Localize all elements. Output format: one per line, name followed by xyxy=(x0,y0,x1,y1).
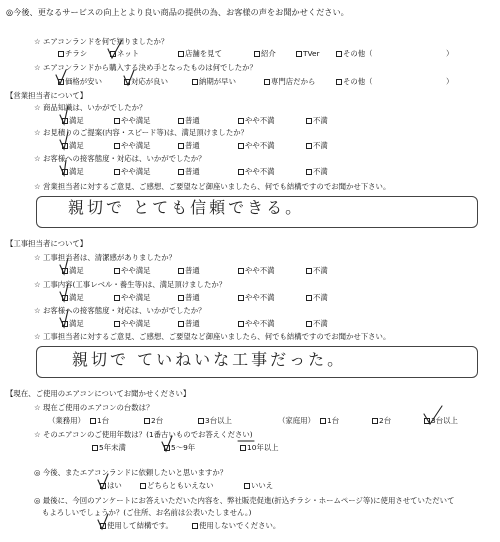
q11-business-1[interactable]: 1台 xyxy=(90,417,109,424)
q4-option-unsatisfied[interactable]: 不満 xyxy=(306,142,328,149)
q14-option-allow[interactable]: 使用して結構です。 xyxy=(100,522,173,529)
q5-option-satisfied[interactable]: 満足 xyxy=(62,168,84,175)
q8-text: ☆ 工事内容(工事レベル・養生等)は、満足頂けましたか？ xyxy=(34,280,227,289)
q3-option-satisfied[interactable]: 満足 xyxy=(62,117,84,124)
q11-household-3plus[interactable]: 3台以上 xyxy=(424,417,458,424)
check-q3-satisfied xyxy=(60,106,68,124)
check-q11-household-3plus xyxy=(424,406,442,424)
q12-text: ☆ そのエアコンのご使用年数は？(1番古いものでお答えください) xyxy=(34,430,253,439)
q8-option-somewhat-unsatisfied[interactable]: やや不満 xyxy=(238,294,275,301)
q4-text: ☆ お見積りのご提案(内容・スピード等)は、満足頂けましたか？ xyxy=(34,128,248,137)
check-q7-satisfied xyxy=(60,258,68,274)
q12-option-under5[interactable]: 5年未満 xyxy=(92,444,126,451)
q8-option-neutral[interactable]: 普通 xyxy=(178,294,200,301)
q4-option-somewhat-unsatisfied[interactable]: やや不満 xyxy=(238,142,275,149)
q5-option-somewhat-satisfied[interactable]: やや満足 xyxy=(114,168,151,175)
q1-option-other-close: ） xyxy=(446,49,454,58)
q1-option-other[interactable]: その他（ xyxy=(336,50,373,57)
q3-option-unsatisfied[interactable]: 不満 xyxy=(306,117,328,124)
q2-option-specialist[interactable]: 専門店だから xyxy=(264,78,315,85)
q5-option-neutral[interactable]: 普通 xyxy=(178,168,200,175)
q11-household-label: （家庭用） xyxy=(278,416,315,425)
current-section-title: 【現在、ご使用のエアコンについてお聞かせください】 xyxy=(6,389,191,398)
q4-option-somewhat-satisfied[interactable]: やや満足 xyxy=(114,142,151,149)
q2-option-delivery[interactable]: 納期が早い xyxy=(192,78,236,85)
q5-option-somewhat-unsatisfied[interactable]: やや不満 xyxy=(238,168,275,175)
q4-option-satisfied[interactable]: 満足 xyxy=(62,142,84,149)
q7-option-satisfied[interactable]: 満足 xyxy=(62,267,84,274)
q9-option-somewhat-unsatisfied[interactable]: やや不満 xyxy=(238,320,275,327)
q7-text: ☆ 工事担当者は、清潔感がありましたか？ xyxy=(34,253,177,262)
q1-option-store[interactable]: 店舗を見て xyxy=(178,50,222,57)
q3-text: ☆ 商品知識は、いかがでしたか？ xyxy=(34,103,147,112)
q13-option-no[interactable]: いいえ xyxy=(244,482,273,489)
survey-header: ◎今後、更なるサービスの向上とより良い商品の提供の為、お客様の声をお聞かせください。 xyxy=(6,7,349,17)
check-q4-satisfied xyxy=(60,132,68,149)
q13-option-yes[interactable]: はい xyxy=(100,482,122,489)
q2-option-other[interactable]: その他（ xyxy=(336,78,373,85)
q8-option-satisfied[interactable]: 満足 xyxy=(62,294,84,301)
q14-text-line2: もよろしいでしょうか？(ご住所、お名前は公表いたしません。) xyxy=(42,508,252,517)
q2-option-other-close: ） xyxy=(446,77,454,86)
q6-text: ☆ 営業担当者に対するご意見、ご感想、ご要望など御座いましたら、何でも結構ですのでお聞かせ下さい。 xyxy=(34,182,391,191)
q13-text: ◎ 今後、またエアコンランドに依頼したいと思いますか？ xyxy=(34,468,228,477)
check-q9-satisfied xyxy=(60,310,68,327)
q10-text: ☆ 工事担当者に対するご意見、ご感想、ご要望など御座いましたら、何でも結構ですのでお聞かせ下さい。 xyxy=(34,332,391,341)
q11-household-2[interactable]: 2台 xyxy=(372,417,391,424)
q11-household-1[interactable]: 1台 xyxy=(320,417,339,424)
q3-option-neutral[interactable]: 普通 xyxy=(178,117,200,124)
check-q14-allow xyxy=(98,514,108,529)
q13-option-neutral[interactable]: どちらともいえない xyxy=(140,482,214,489)
q2-option-service[interactable]: 対応が良い xyxy=(124,78,168,85)
work-section-title: 【工事担当者について】 xyxy=(6,239,88,248)
q11-business-label: （業務用） xyxy=(48,416,85,425)
q12-option-10plus[interactable]: 10年以上 xyxy=(240,444,279,451)
check-q2-price xyxy=(56,70,66,84)
q14-text-line1: ◎ 最後に、今回のアンケートにお答えいただいた内容を、弊社販売促進(折込チラシ・ホームページ等)に使用させていただいて xyxy=(34,496,455,505)
q8-option-somewhat-satisfied[interactable]: やや満足 xyxy=(114,294,151,301)
q9-text: ☆ お客様への接客態度・対応は、いかがでしたか？ xyxy=(34,306,206,315)
q11-business-2[interactable]: 2台 xyxy=(144,417,163,424)
q4-option-neutral[interactable]: 普通 xyxy=(178,142,200,149)
q3-option-somewhat-unsatisfied[interactable]: やや不満 xyxy=(238,117,275,124)
q7-option-somewhat-satisfied[interactable]: やや満足 xyxy=(114,267,151,274)
q1-text: ☆ エアコンランドを何で知りましたか？ xyxy=(34,37,169,46)
q5-text: ☆ お客様への接客態度・対応は、いかがでしたか？ xyxy=(34,154,206,163)
check-q1-net xyxy=(108,40,122,58)
work-comment-handwriting: 親切で ていねいな工事だった。 xyxy=(72,350,347,369)
q1-option-referral[interactable]: 紹介 xyxy=(254,50,276,57)
q14-option-deny[interactable]: 使用しないでください。 xyxy=(192,522,280,529)
check-q12-5to9 xyxy=(162,436,172,451)
q2-text: ☆ エアコンランドから購入する決め手となったものは何でしたか？ xyxy=(34,63,257,72)
q1-option-tver[interactable]: TVer xyxy=(296,50,320,57)
q7-option-neutral[interactable]: 普通 xyxy=(178,267,200,274)
sales-section-title: 【営業担当者について】 xyxy=(6,91,88,100)
q5-option-unsatisfied[interactable]: 不満 xyxy=(306,168,328,175)
q2-option-price[interactable]: 価格が安い xyxy=(58,78,102,85)
check-q13-yes xyxy=(98,474,108,489)
q9-option-satisfied[interactable]: 満足 xyxy=(62,320,84,327)
q8-option-unsatisfied[interactable]: 不満 xyxy=(306,294,328,301)
q9-option-neutral[interactable]: 普通 xyxy=(178,320,200,327)
q7-option-somewhat-unsatisfied[interactable]: やや不満 xyxy=(238,267,275,274)
q9-option-somewhat-satisfied[interactable]: やや満足 xyxy=(114,320,151,327)
check-q2-service xyxy=(124,70,134,85)
q1-option-net[interactable]: ネット xyxy=(110,50,139,57)
q1-option-flyer[interactable]: チラシ xyxy=(58,50,87,57)
q11-text: ☆ 現在ご使用のエアコンの台数は？ xyxy=(34,403,154,412)
q12-option-5to9[interactable]: 5～9年 xyxy=(164,444,195,451)
sales-comment-handwriting: 親切で とても信頼できる。 xyxy=(68,198,305,217)
check-q8-satisfied xyxy=(60,284,68,301)
q3-option-somewhat-satisfied[interactable]: やや満足 xyxy=(114,117,151,124)
q11-business-3plus[interactable]: 3台以上 xyxy=(198,417,232,424)
q7-option-unsatisfied[interactable]: 不満 xyxy=(306,267,328,274)
q9-option-unsatisfied[interactable]: 不満 xyxy=(306,320,328,327)
check-q5-satisfied xyxy=(60,160,66,175)
